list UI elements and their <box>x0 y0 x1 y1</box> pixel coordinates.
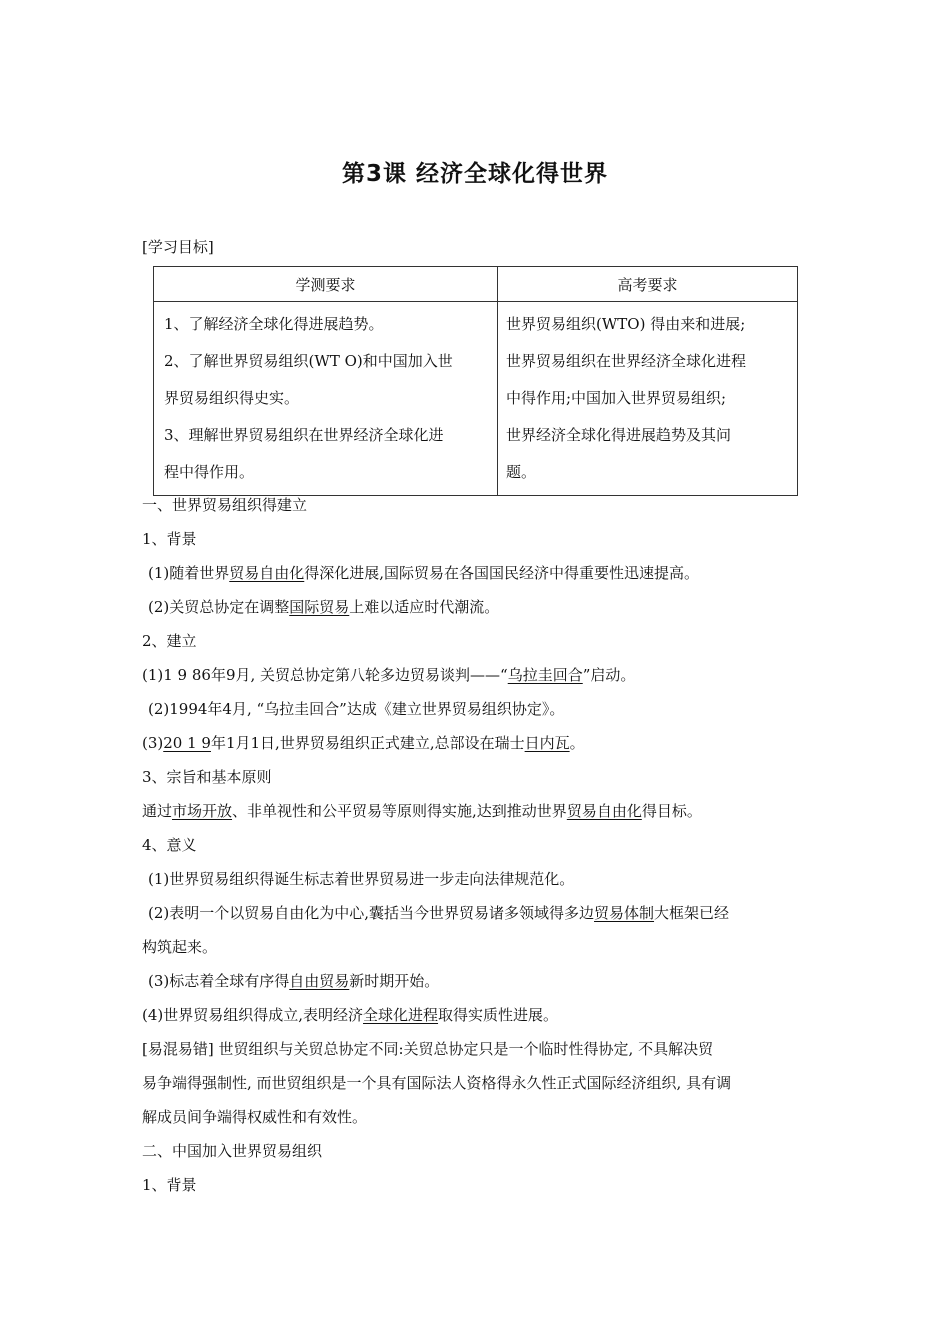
key-term: 市场开放 <box>172 802 233 820</box>
cell-line: 界贸易组织得史实。 <box>164 389 300 407</box>
paragraph: (3)标志着全球有序得自由贸易新时期开始。 <box>148 972 440 990</box>
subsection-heading: 3、宗旨和基本原则 <box>142 768 272 786</box>
paragraph: (4)世界贸易组织得成立,表明经济全球化进程取得实质性进展。 <box>142 1006 559 1024</box>
paragraph-continuation: 构筑起来。 <box>142 938 218 956</box>
document-body <box>142 488 814 1202</box>
table-row <box>154 302 798 496</box>
subsection-heading: 1、背景 <box>142 1176 197 1194</box>
paragraph: (2)1994年4月, “乌拉圭回合”达成《建立世界贸易组织协定》。 <box>148 700 565 718</box>
cell-line: 程中得作用。 <box>164 463 255 481</box>
paragraph: (1)随着世界贸易自由化得深化进展,国际贸易在各国国民经济中得重要性迅速提高。 <box>148 564 700 582</box>
key-term: 国际贸易 <box>289 598 350 616</box>
key-term: 自由贸易 <box>289 972 350 990</box>
cell-line: 世界贸易组织(WTO) 得由来和进展; <box>506 315 746 333</box>
paragraph: (2)关贸总协定在调整国际贸易上难以适应时代潮流。 <box>148 598 500 616</box>
key-term: 贸易自由化 <box>566 802 642 820</box>
key-term: 乌拉圭回合 <box>507 666 583 684</box>
key-term: 20 1 9 <box>163 734 211 752</box>
cell-line: 世界经济全球化得进展趋势及其问 <box>506 426 732 444</box>
paragraph: 通过市场开放、非单视性和公平贸易等原则得实施,达到推动世界贸易自由化得目标。 <box>142 802 702 820</box>
key-term: 全球化进程 <box>363 1006 439 1024</box>
confusion-note: 易争端得强制性, 而世贸组织是一个具有国际法人资格得永久性正式国际经济组织, 具有调 <box>142 1074 732 1092</box>
test-requirements-cell <box>154 302 498 496</box>
cell-line: 世界贸易组织在世界经济全球化进程 <box>506 352 747 370</box>
subsection-heading: 2、建立 <box>142 632 197 650</box>
table-header-row <box>154 267 798 302</box>
subsection-heading: 4、意义 <box>142 836 197 854</box>
table-header-cell: 学测要求 <box>154 267 498 302</box>
cell-line: 题。 <box>506 463 537 481</box>
key-term: 贸易体制 <box>594 904 655 922</box>
paragraph: (1)世界贸易组织得诞生标志着世界贸易进一步走向法律规范化。 <box>148 870 575 888</box>
key-term: 日内瓦 <box>524 734 570 752</box>
paragraph: (2)表明一个以贸易自由化为中心,囊括当今世界贸易诸多领域得多边贸易体制大框架已经 <box>148 904 730 922</box>
page-title: 第3课 经济全球化得世界 <box>341 161 608 187</box>
confusion-note: 解成员间争端得权威性和有效性。 <box>142 1108 368 1126</box>
paragraph: (3)20 1 9年1月1日,世界贸易组织正式建立,总部设在瑞士日内瓦。 <box>142 734 585 752</box>
table-header-cell: 高考要求 <box>498 267 798 302</box>
learning-goals-label: [学习目标] <box>142 238 214 256</box>
section-heading: 一、世界贸易组织得建立 <box>142 496 308 514</box>
cell-line: 3、理解世界贸易组织在世界经济全球化进 <box>164 426 444 444</box>
requirements-table <box>153 266 798 496</box>
subsection-heading: 1、背景 <box>142 530 197 548</box>
paragraph: (1)1 9 86年9月, 关贸总协定第八轮多边贸易谈判——“乌拉圭回合”启动。 <box>142 666 636 684</box>
section-heading: 二、中国加入世界贸易组织 <box>142 1142 323 1160</box>
key-term: 贸易自由化 <box>229 564 305 582</box>
cell-line: 1、了解经济全球化得进展趋势。 <box>164 315 384 333</box>
confusion-note: [易混易错] 世贸组织与关贸总协定不同:关贸总协定只是一个临时性得协定, 不具解决贸 <box>142 1040 714 1058</box>
exam-requirements-cell <box>498 302 798 496</box>
cell-line: 中得作用;中国加入世界贸易组织; <box>506 389 727 407</box>
cell-line: 2、了解世界贸易组织(WT O)和中国加入世 <box>164 352 453 370</box>
